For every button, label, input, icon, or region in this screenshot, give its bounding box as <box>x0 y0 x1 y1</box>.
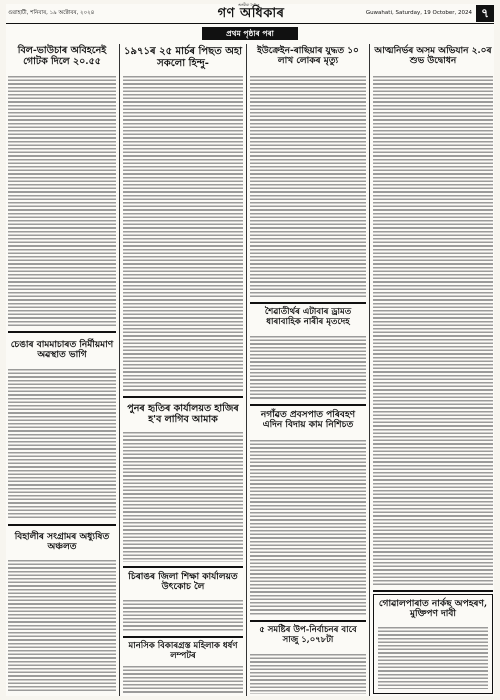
article-body <box>373 76 493 586</box>
divider <box>250 620 366 622</box>
divider <box>250 302 366 304</box>
headline: নগাঁৱত প্ৰবসপাত পৰিবহণ এদিন বিদায় কাম নিশিচত <box>260 410 356 431</box>
headline: ১৯৭১ৰ ২৫ মাৰ্চৰ পিছত অহা সকলো হিন্দু- <box>123 46 243 69</box>
article-body <box>250 654 366 694</box>
headline: বিল-ভাউচাৰ অবিহনেই গোটক দিলে ২০.৫৫ <box>17 45 107 67</box>
divider <box>373 590 493 592</box>
article-body <box>8 369 116 519</box>
headline: ইউক্ৰেইন-ৰাছিয়াৰ যুদ্ধত ১০ লাখ লোকৰ মৃত্যু <box>257 46 359 67</box>
newspaper-page <box>6 4 494 696</box>
article-body <box>123 76 243 392</box>
masthead <box>6 4 494 24</box>
headline: ৫ সমষ্টিৰ উপ-নিৰ্বাচনৰ বাবে সাজু ১,০৭৮টা <box>259 625 357 645</box>
boxed-article <box>373 594 493 694</box>
article-body <box>378 627 488 689</box>
logo-tagline: অসমীয়া দৈনিক <box>238 3 260 7</box>
headline: গোৱালপাৰাত নাৰ্কছ অপহৰণ, মুক্তিপণ দাবী <box>378 599 488 620</box>
divider <box>8 524 116 526</box>
divider <box>123 636 243 638</box>
column-rule <box>119 44 120 696</box>
section-banner: প্ৰথম পৃষ্ঠাৰ পৰা <box>202 27 298 40</box>
divider <box>250 404 366 406</box>
article-body <box>250 336 366 400</box>
article-body <box>8 76 116 326</box>
article-body <box>8 560 116 692</box>
column-rule <box>369 44 370 696</box>
divider <box>123 566 243 568</box>
headline: মানসিক বিকাৰগ্ৰস্ত মহিলাক ধৰ্ষণ লম্পটৰ <box>128 641 238 661</box>
column-rule <box>246 44 247 696</box>
date-left: গুৱাহাটী, শনিবাৰ, ১৯ অক্টোবৰ, ২০২৪ <box>8 10 95 16</box>
headline: পুনৰ হৃতিৰ কাৰ্যালয়ত হাজিৰ হ'ব লাগিব আমাক <box>127 403 239 425</box>
article-body <box>123 432 243 562</box>
divider <box>8 331 116 333</box>
divider <box>123 396 243 398</box>
article-body <box>250 440 366 616</box>
headline: আত্মনিৰ্ভৰ অসম অভিযান ২.০ৰ শুভ উদ্বোধন <box>374 46 492 67</box>
date-right: Guwahati, Saturday, 19 October, 2024 <box>365 10 472 16</box>
article-body <box>123 666 243 694</box>
headline: চিৰাঙৰ জিলা শিক্ষা কাৰ্যালয়ত উৎকোচ লৈ <box>128 572 238 593</box>
headline: চেঙাৰ বামমাচাৰত নিৰ্মীয়মাণ অৱস্থাত ভাগি <box>10 340 114 361</box>
headline: শৈৱাতীৰ্থৰ এটাবাৰ ড্ৰামত ধাৰাবাহিক নাৰীৰ মৃতদেহ <box>264 307 352 327</box>
newspaper-logo: গণ অধিকাৰ <box>217 6 285 21</box>
page-number: ৭ <box>476 5 494 22</box>
article-body <box>250 76 366 298</box>
headline: বিহালীৰ সংগ্ৰামৰ অধ্যুষিত অঞ্চলত <box>14 532 110 553</box>
article-body <box>123 600 243 632</box>
